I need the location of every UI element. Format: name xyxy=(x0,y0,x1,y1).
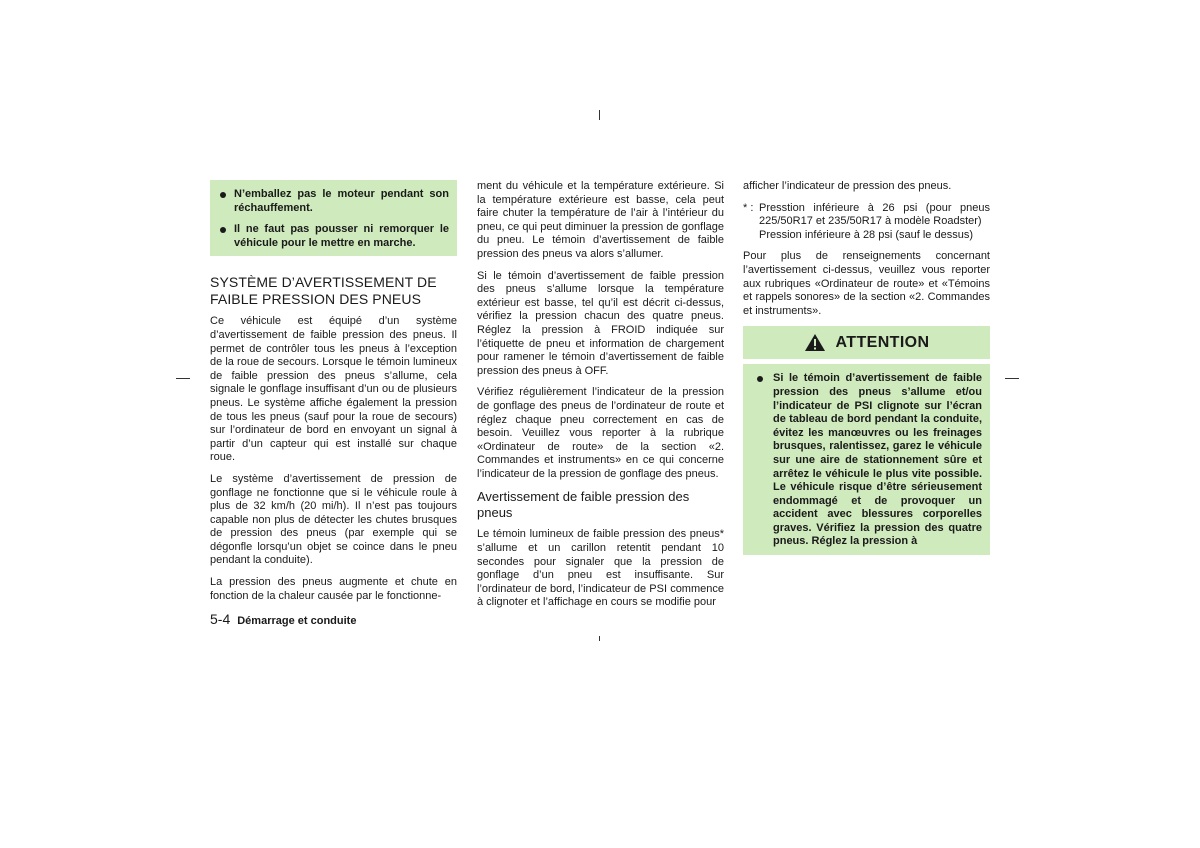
crop-mark-left xyxy=(176,378,190,379)
footnote-line: Pression inférieure à 28 psi (sauf le dessus) xyxy=(759,228,973,241)
column-right xyxy=(743,180,990,555)
attention-item: Si le témoin d’avertissement de faible pression des pneus s’allume et/ou l’indicateur de PSI clignote sur l’écran de tableau de bord pendant la conduite, évitez les manœuvres ou les freinages brusques, ralentissez, garez le véhicule sur une aire de stationnement sûre et arrêtez le véhicule le plus vite possible. Le véhicule risque d’être sérieusement endommagé et de provoquer un accident avec blessures corporelles graves. Vérifiez la pression des quatre pneus. Réglez la pression à xyxy=(751,372,982,549)
paragraph: La pression des pneus augmente et chute en fonction de la chaleur causée par le fonctionne- xyxy=(210,576,457,602)
page-number: 5-4 xyxy=(210,611,231,627)
paragraph: Le système d’avertissement de pression de gonflage ne fonctionne que si le véhicule roule à plus de 32 km/h (20 mi/h). Il n’est pas toujours capable non plus de détecter les chutes brusques de pression des pneus (par exemple qui se dégonfle lorsqu’un objet se coince dans le pneu pendant la conduite). xyxy=(210,472,457,567)
warning-triangle-icon xyxy=(804,333,826,352)
paragraph: Ce véhicule est équipé d’un système d’avertissement de faible pression des pneus. Il permet de contrôler tous les pneus à l’exception de la roue de secours. Lorsque le témoin lumineux de faible pression des pneus s’allume, cela signale le gonflage insuffisant d’un ou de plusieurs pneus. Le système affiche également la pression de tous les pneus (sauf pour la roue de secours) sur l’ordinateur de bord en envoyant un signal à partir d’un capteur qui est installé sur chaque roue. xyxy=(210,315,457,464)
bullet-dot-icon xyxy=(757,376,763,382)
chapter-title: Démarrage et conduite xyxy=(237,615,357,627)
footnote-line: Presstion inférieure à 26 psi (pour pneus 225/50R17 et 235/50R17 à modèle Roadster) xyxy=(759,201,990,228)
page-footer xyxy=(210,611,356,627)
attention-title: ATTENTION xyxy=(835,334,930,352)
attention-box xyxy=(743,364,990,555)
bullet-dot-icon xyxy=(220,227,226,233)
paragraph: Pour plus de renseignements concernant l’avertissement ci-dessus, veuillez vous reporter aux rubriques «Ordinateur de route» et «Témoins et rappels sonores» de la section «2. Commandes et instruments». xyxy=(743,250,990,317)
crop-mark-right xyxy=(1005,378,1019,379)
column-left xyxy=(210,180,457,611)
subsection-title: Avertissement de faible pression des pneus xyxy=(477,489,690,521)
warning-item: N’emballez pas le moteur pendant son réchauffement. xyxy=(218,188,449,215)
footnote xyxy=(743,202,990,243)
attention-header xyxy=(743,326,990,359)
bullet-dot-icon xyxy=(220,192,226,198)
paragraph: Si le témoin d’avertissement de faible pression des pneus s’allume lorsque la température extérieur est basse, tel qu’il est décrit ci-dessus, vérifiez la pression chacun des quatre pneus. Réglez la pression à FROID indiquée sur l’étiquette de pneu et information de chargement pour ramener le témoin d’avertissement de faible pression des pneus à OFF. xyxy=(477,269,724,377)
crop-mark-bottom xyxy=(599,636,600,641)
warning-box xyxy=(210,180,457,256)
footnote-marker: * : xyxy=(743,201,754,214)
paragraph: Le témoin lumineux de faible pression des pneus* s’allume et un carillon retentit pendant 10 secondes pour signaler que la pression de gonflage d’un pneu est insuffisante. Sur l’ordinateur de bord, l’indicateur de PSI commence à clignoter et l’affichage en cours se modifie pour xyxy=(477,528,724,609)
warning-item: Il ne faut pas pousser ni remorquer le véhicule pour le mettre en marche. xyxy=(218,223,449,250)
paragraph: afficher l’indicateur de pression des pneus. xyxy=(743,180,952,192)
section-title: SYSTÈME D’AVERTISSEMENT DE FAIBLE PRESSION DES PNEUS xyxy=(210,274,437,308)
paragraph: Vérifiez régulièrement l’indicateur de la pression de gonflage des pneus de l’ordinateur de route et réglez chaque pneu correctement en cas de besoin. Veuillez vous reporter à la rubrique «Ordinateur de route» de la section «2. Commandes et instruments» en ce qui concerne l’indicateur de la pression de gonflage des pneus. xyxy=(477,386,724,480)
column-middle xyxy=(477,180,724,618)
crop-mark-top xyxy=(599,110,600,120)
paragraph: ment du véhicule et la température extérieure. Si la température extérieure est basse, cela peut faire chuter la température de l’air à l’intérieur du pneu, ce qui peut diminuer la pression de gonflage du pneu. Le témoin d’avertissement de faible pression des pneus va alors s’allumer. xyxy=(477,180,724,260)
